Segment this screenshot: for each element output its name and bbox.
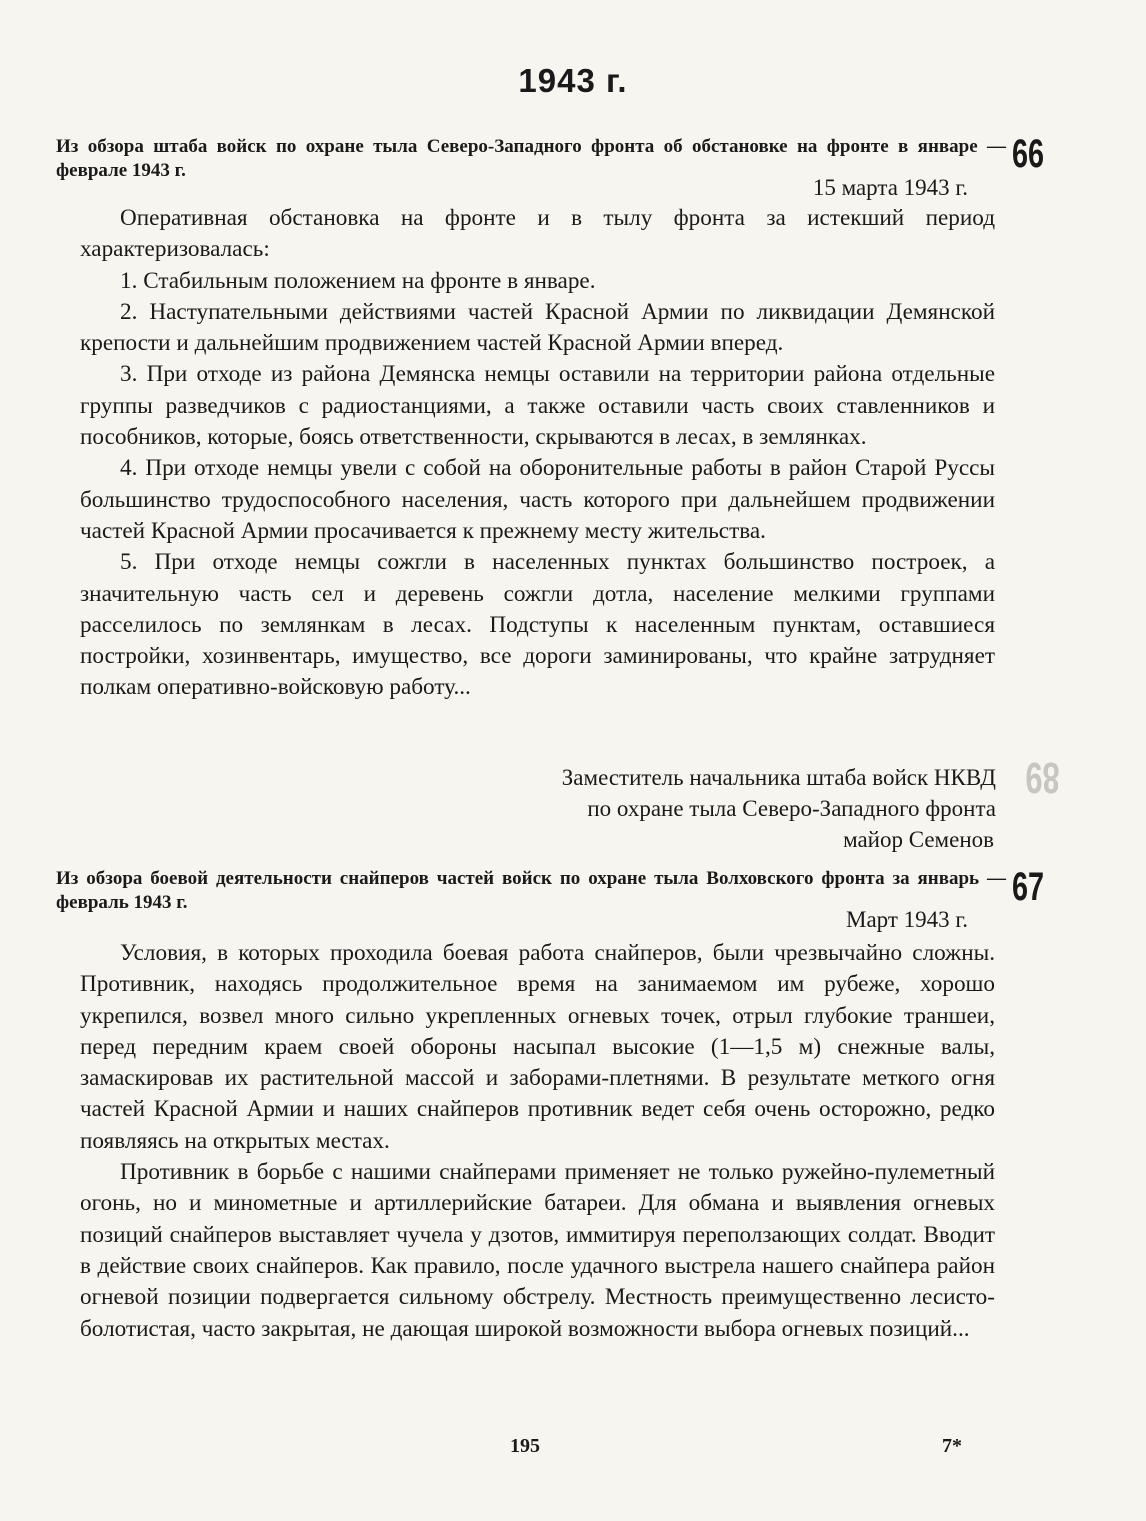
page-number: 195: [510, 1435, 540, 1457]
doc67-title: Из обзора боевой деятельности снайперов частей войск по охране тыла Волховского фронта за январь — февраль 1943 г.: [56, 868, 1006, 913]
doc66-body: [80, 203, 995, 704]
signature-line: майор Семенов: [843, 827, 994, 852]
bleed-through-number: 89: [1025, 753, 1060, 802]
doc66-paragraph: 2. Наступательными действиями частей Красной Армии по ликвидации Демянской крепости и дальнейшим продвижением частей Красной Армии вперед.: [80, 298, 995, 357]
signature-line: по охране тыла Северо-Западного фронта: [587, 796, 996, 821]
doc66-paragraph: Оперативная обстановка на фронте и в тылу фронта за истекший период характеризовалась:: [80, 205, 995, 263]
doc66-title: Из обзора штаба войск по охране тыла Северо-Западного фронта об обстановке на фронте в январе — феврале 1943 г.: [56, 136, 1006, 181]
signature-line: Заместитель начальника штаба войск НКВД: [561, 765, 996, 790]
doc67-paragraph: Противник в борьбе с нашими снайперами применяет не только ружейно-пулеметный огонь, но и минометные и артиллерийские батареи. Для обмана и выявления огневых позиций снайперов выставляет чучела у дзотов, иммитируя переползающих солдат. Вводит в действие своих снайперов. Как правило, после удачного выстрела нашего снайпера район огневой позиции подвергается сильному обстрелу. Местность преимущественно лесисто-болотистая, часто закрытая, не дающая широкой возможности выбора огневых позиций...: [80, 1159, 995, 1342]
doc66-date: 15 марта 1943 г.: [812, 175, 968, 200]
doc66-paragraph: 1. Стабильным положением на фронте в январе.: [120, 267, 596, 294]
year-heading: 1943 г.: [518, 62, 628, 99]
doc66-paragraph: 3. При отходе из района Демянска немцы оставили на территории района отдельные группы разведчиков с радиостанциями, а также оставили часть своих ставленников и пособников, которые, боясь ответственности, скрываются в лесах, в землянках.: [80, 361, 995, 451]
doc67-paragraph: Условия, в которых проходила боевая работа снайперов, были чрезвычайно сложны. Противник, находясь продолжительное время на занимаемом им рубеже, хорошо укрепился, возвел много сильно укрепленных огневых точек, отрыл глубокие траншеи, перед передним краем своей обороны насыпал высокие (1—1,5 м) снежные валы, замаскировав их растительной массой и заборами-плетнями. В результате меткого огня частей Красной Армии и наших снайперов противник ведет себя очень осторожно, редко появляясь на открытых местах.: [80, 940, 995, 1154]
doc66-number: 66: [1012, 132, 1045, 176]
doc66-paragraph: 4. При отходе немцы увели с собой на оборонительные работы в район Старой Руссы большинство трудоспособного населения, часть которого при дальнейшем продвижении частей Красной Армии просачивается к прежнему месту жительства.: [80, 455, 995, 544]
doc67-date: Март 1943 г.: [846, 907, 968, 932]
signature-mark: 7*: [942, 1435, 962, 1457]
doc67-number: 67: [1012, 865, 1045, 909]
doc66-signature: [562, 762, 996, 855]
doc67-body: [80, 938, 995, 1345]
doc66-paragraph: 5. При отходе немцы сожгли в населенных пунктах большинство построек, а значительную часть сел и деревень сожгли дотла, население мелкими группами расселилось по землянкам в лесах. Подступы к населенным пунктам, оставшиеся постройки, хозинвентарь, имущество, все дороги заминированы, что крайне затрудняет полкам оперативно-войсковую работу...: [80, 549, 995, 701]
